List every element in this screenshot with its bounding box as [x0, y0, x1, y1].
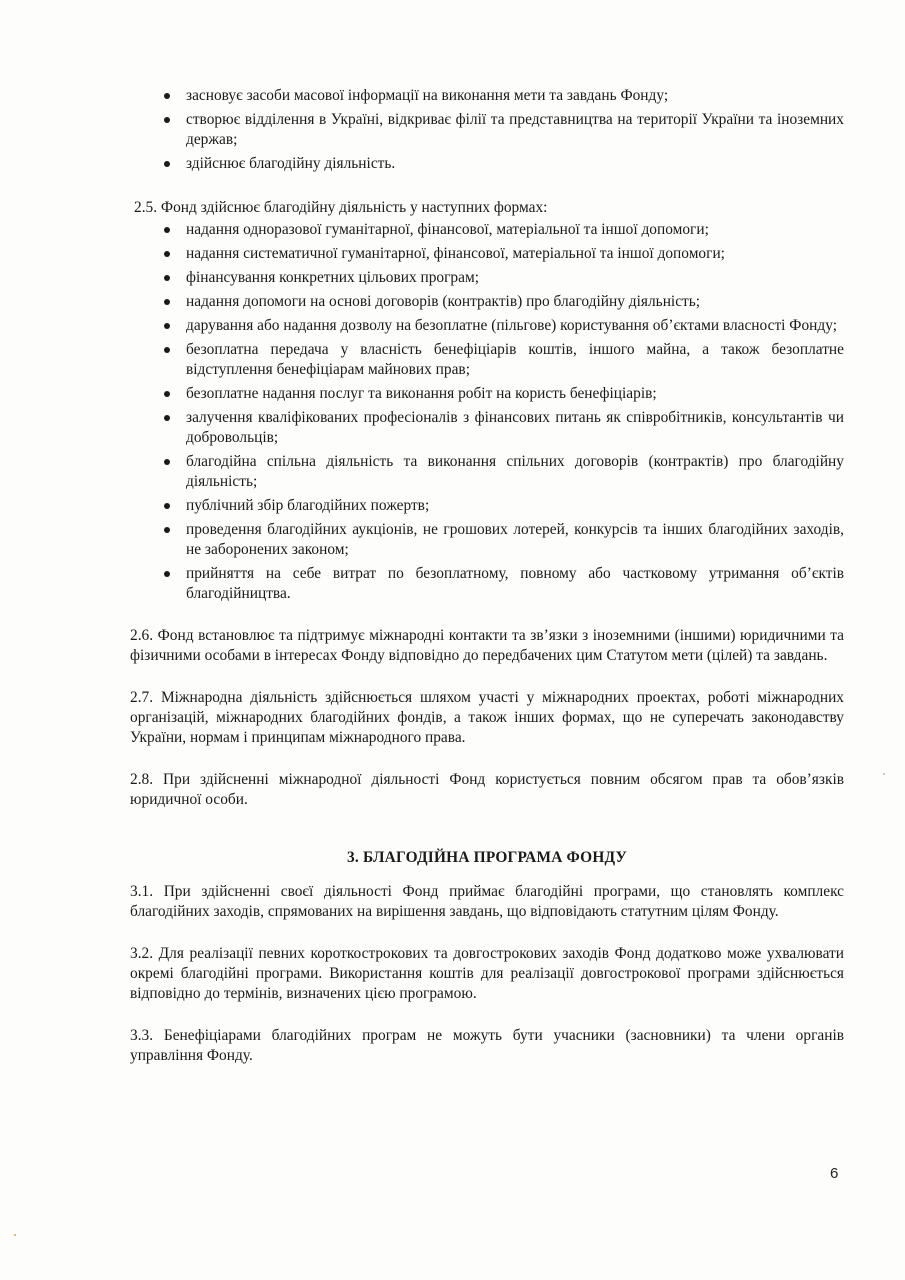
- list-item: створює відділення в Україні, відкриває філії та представництва на території України та іноземних держав;: [130, 110, 844, 150]
- section-3-heading: 3. БЛАГОДІЙНА ПРОГРАМА ФОНДУ: [347, 849, 627, 866]
- list-item: фінансування конкретних цільових програм;: [130, 268, 844, 288]
- page-number: 6: [830, 1165, 839, 1182]
- list-item: надання допомоги на основі договорів (контрактів) про благодійну діяльність;: [130, 292, 844, 312]
- list-item: безоплатна передача у власність бенефіціарів коштів, іншого майна, а також безоплатне відступлення бенефіціарам майнових прав;: [130, 340, 844, 380]
- list-item: залучення кваліфікованих професіоналів з фінансових питань як співробітників, консультантів чи добровольців;: [130, 408, 844, 448]
- list-item: дарування або надання дозволу на безоплатне (пільгове) користування об’єктами власності Фонду;: [130, 316, 844, 336]
- list-item: надання одноразової гуманітарної, фінансової, матеріальної та іншої допомоги;: [130, 220, 844, 240]
- section-2-5: [130, 198, 844, 604]
- section-2-5-intro: 2.5. Фонд здійснює благодійну діяльність у наступних формах:: [134, 199, 548, 216]
- scan-speck: [14, 1234, 16, 1236]
- list-item: публічний збір благодійних пожертв;: [130, 496, 844, 516]
- section-2-8: 2.8. При здійсненні міжнародної діяльності Фонд користується повним обсягом прав та обов’язків юридичної особи.: [130, 771, 844, 808]
- top-bullet-list: [130, 86, 844, 174]
- list-item: прийняття на себе витрат по безоплатному, повному або частковому утримання об’єктів благодійництва.: [130, 564, 844, 604]
- list-item: безоплатне надання послуг та виконання робіт на користь бенефіціарів;: [130, 384, 844, 404]
- list-item: засновує засоби масової інформації на виконання мети та завдань Фонду;: [130, 86, 844, 106]
- list-item: проведення благодійних аукціонів, не грошових лотерей, конкурсів та інших благодійних заходів, не заборонених законом;: [130, 520, 844, 560]
- section-3-1: 3.1. При здійсненні своєї діяльності Фонд приймає благодійні програми, що становлять комплекс благодійних заходів, спрямованих на вирішення завдань, що відповідають статутним цілям Фонду.: [130, 883, 844, 920]
- section-2-7: 2.7. Міжнародна діяльність здійснюється шляхом участі у міжнародних проектах, роботі міжнародних організацій, міжнародних благодійних фондів, а також інших формах, що не суперечать законодавству України, нормам і принципам міжнародного права.: [130, 689, 844, 746]
- page-content: [130, 86, 844, 1066]
- section-3-2: 3.2. Для реалізації певних короткострокових та довгострокових заходів Фонд додатково може ухвалювати окремі благодійні програми. Використання коштів для реалізації довгострокової програми здійснюється відповідно до термінів, визначених цією програмою.: [130, 945, 844, 1002]
- list-item: благодійна спільна діяльність та виконання спільних договорів (контрактів) про благодійну діяльність;: [130, 452, 844, 492]
- section-2-5-list: [130, 220, 844, 604]
- section-2-6: 2.6. Фонд встановлює та підтримує міжнародні контакти та зв’язки з іноземними (іншими) юридичними та фізичними особами в інтересах Фонду відповідно до передбачених цим Статутом мети (цілей) та завдань.: [130, 627, 844, 664]
- list-item: здійснює благодійну діяльність.: [130, 154, 844, 174]
- scan-speck: [883, 773, 885, 775]
- section-3-3: 3.3. Бенефіціарами благодійних програм не можуть бути учасники (засновники) та члени органів управління Фонду.: [130, 1027, 844, 1064]
- list-item: надання систематичної гуманітарної, фінансової, матеріальної та іншої допомоги;: [130, 244, 844, 264]
